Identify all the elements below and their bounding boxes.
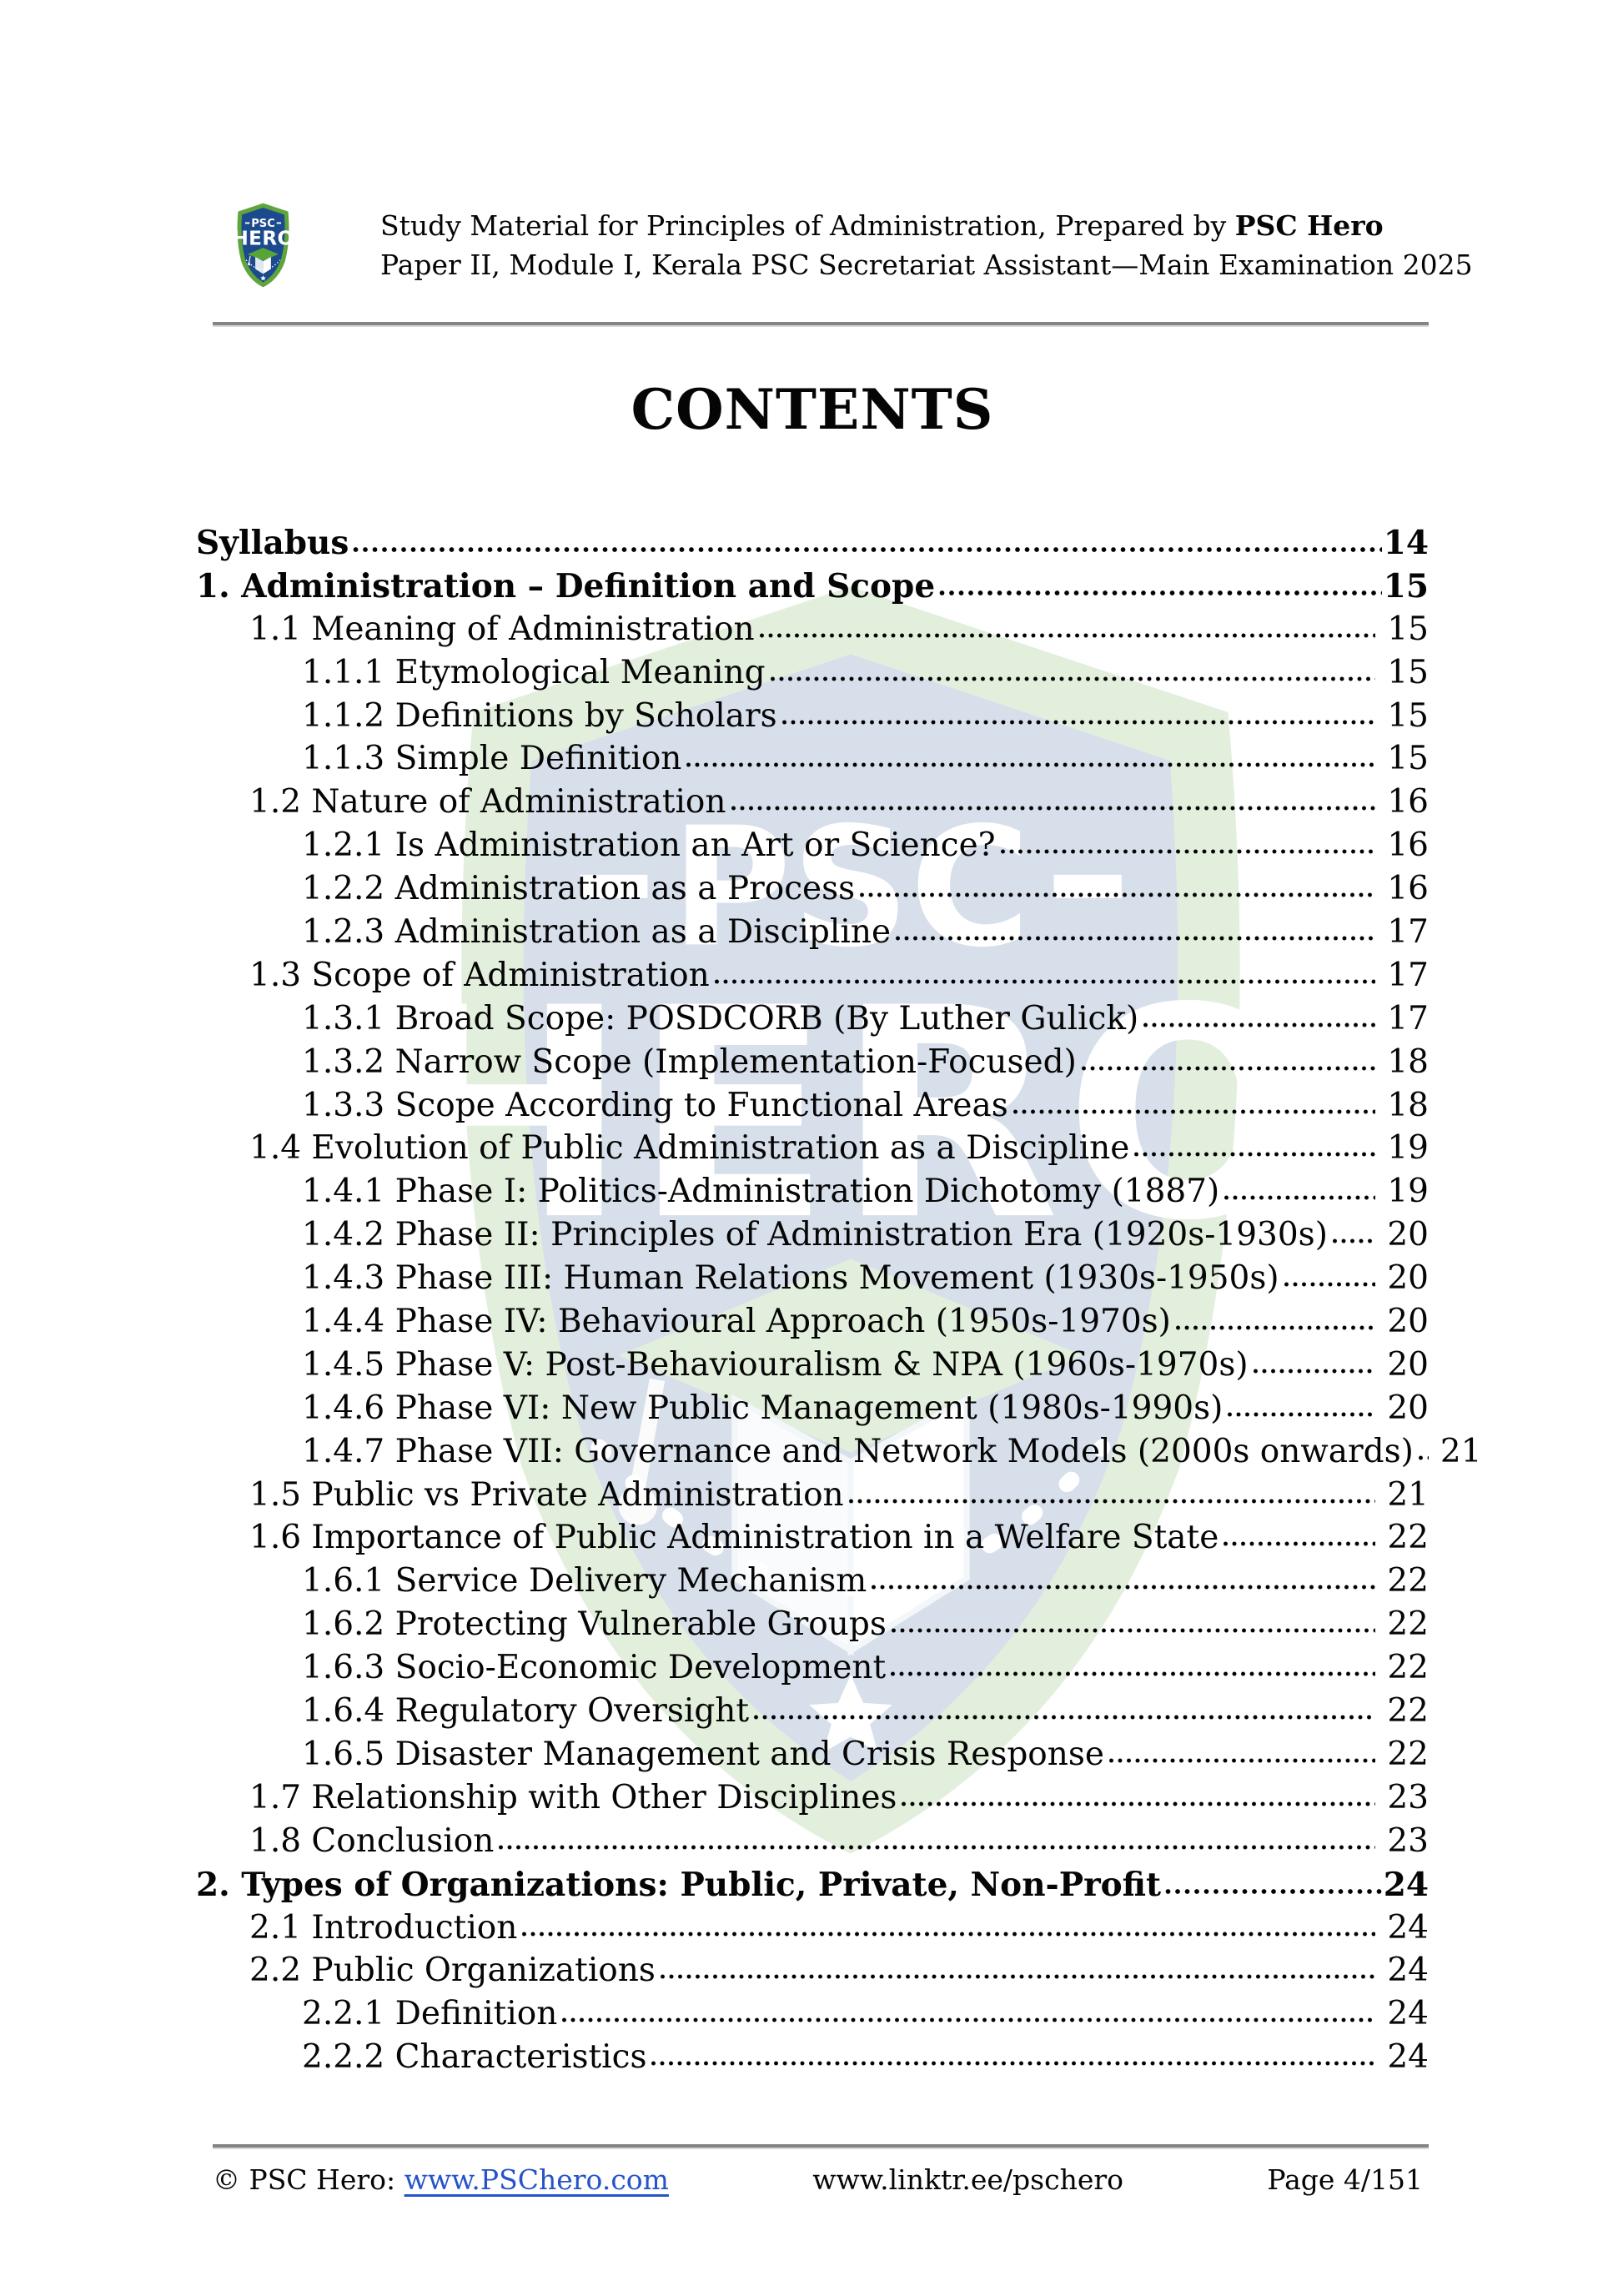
toc-entry-label: 2. Types of Organizations: Public, Private, Non-Profit — [196, 1865, 1161, 1904]
dot-leader — [894, 934, 1375, 942]
toc-entry-label: 1.2 Nature of Administration — [249, 783, 726, 821]
toc-entry-label: 1.4.3 Phase III: Human Relations Movement (1930s-1950s) — [302, 1259, 1279, 1298]
toc-entry-page: 20 — [1387, 1259, 1429, 1298]
toc-entry-label: 1.6.4 Regulatory Oversight — [302, 1692, 750, 1731]
dot-leader — [352, 545, 1381, 554]
toc-row — [196, 1822, 1429, 1866]
toc-entry-label: 1.2.3 Administration as a Discipline — [302, 913, 892, 952]
toc-entry-page: 19 — [1387, 1129, 1429, 1168]
dot-leader — [650, 2059, 1375, 2067]
toc-entry-label: 1.6.1 Service Delivery Mechanism — [302, 1562, 867, 1600]
toc-entry-page: 15 — [1387, 653, 1429, 691]
toc-entry-page: 22 — [1387, 1692, 1429, 1731]
dot-leader — [1012, 1108, 1376, 1116]
toc-entry-label: 1.6 Importance of Public Administration in a Welfare State — [249, 1519, 1219, 1557]
toc-entry-page: 19 — [1387, 1173, 1429, 1211]
toc-row — [196, 826, 1429, 870]
toc-entry-label: 1.1.1 Etymological Meaning — [302, 653, 766, 691]
toc-entry-page: 23 — [1387, 1778, 1429, 1816]
toc-row — [196, 1000, 1429, 1043]
toc-entry-label: 1.4.7 Phase VII: Governance and Network Models (2000s onwards) — [302, 1432, 1414, 1470]
toc-row — [196, 1909, 1429, 1952]
toc-row — [196, 1173, 1429, 1216]
toc-entry-label: 2.2 Public Organizations — [249, 1952, 656, 1990]
toc-entry-label: 1.2.2 Administration as a Process — [302, 870, 856, 908]
toc-entry-label: 1.1 Meaning of Administration — [249, 610, 755, 648]
header-line1-prefix: Study Material for Principles of Administration, Prepared by — [380, 209, 1235, 242]
toc-row — [196, 610, 1429, 654]
toc-entry-page: 16 — [1387, 826, 1429, 865]
toc-row — [196, 1087, 1429, 1130]
toc-entry-page: 24 — [1387, 1952, 1429, 1990]
toc-entry-page: 15 — [1387, 696, 1429, 735]
dot-leader — [659, 1972, 1375, 1981]
toc-row — [196, 1432, 1482, 1476]
header-brand-name: PSC Hero — [1234, 209, 1384, 242]
toc-row — [196, 567, 1429, 610]
toc-entry-label: 1.6.2 Protecting Vulnerable Groups — [302, 1605, 887, 1644]
toc-entry-page: 17 — [1387, 913, 1429, 952]
dot-leader — [938, 589, 1382, 597]
toc-row — [196, 870, 1429, 913]
toc-entry-label: 1.1.3 Simple Definition — [302, 740, 682, 778]
dot-leader — [752, 1713, 1375, 1721]
toc-row — [196, 957, 1429, 1000]
toc-row — [196, 2038, 1429, 2082]
header-line1 — [380, 206, 1473, 245]
toc-row — [196, 1389, 1429, 1433]
toc-row — [196, 654, 1429, 697]
toc-entry-label: 1.2.1 Is Administration an Art or Science? — [302, 826, 996, 865]
pschero-website-link[interactable]: www.PSChero.com — [404, 2163, 669, 2196]
footer — [213, 2163, 1423, 2196]
toc-row — [196, 1519, 1429, 1562]
toc-entry-label: 1.3 Scope of Administration — [249, 956, 710, 994]
toc-entry-label: 2.2.1 Definition — [302, 1995, 558, 2033]
toc-row — [196, 1043, 1429, 1087]
toc-entry-label: 1.4.6 Phase VI: New Public Management (1980s-1990s) — [302, 1389, 1224, 1427]
toc-row — [196, 1995, 1429, 2038]
toc-entry-page: 23 — [1387, 1821, 1429, 1860]
dot-leader — [730, 804, 1376, 812]
toc-entry-page: 22 — [1387, 1562, 1429, 1600]
dot-leader — [713, 977, 1376, 986]
toc-row — [196, 1259, 1429, 1303]
dot-leader — [1222, 1540, 1375, 1548]
toc-entry-page: 22 — [1387, 1649, 1429, 1687]
toc-row — [196, 913, 1429, 957]
toc-entry-page: 16 — [1387, 870, 1429, 908]
dot-leader — [847, 1497, 1376, 1505]
toc-row — [196, 1952, 1429, 1995]
toc-entry-page: 22 — [1387, 1519, 1429, 1557]
header-divider — [213, 322, 1429, 325]
footer-copyright — [213, 2163, 669, 2196]
toc-entry-page: 22 — [1387, 1605, 1429, 1644]
dot-leader — [1142, 1021, 1375, 1029]
toc-entry-label: 1.4 Evolution of Public Administration as a Discipline — [249, 1129, 1130, 1168]
dot-leader — [781, 718, 1376, 726]
toc-entry-label: 1.8 Conclusion — [249, 1821, 495, 1860]
dot-leader — [1226, 1410, 1375, 1419]
toc-row — [196, 1649, 1429, 1692]
dot-leader — [900, 1800, 1375, 1808]
toc-entry-label: 1.6.3 Socio-Economic Development — [302, 1649, 887, 1687]
dot-leader — [1223, 1193, 1375, 1202]
toc-entry-label: 1.5 Public vs Private Administration — [249, 1475, 844, 1514]
toc-row — [196, 783, 1429, 826]
toc-entry-page: 24 — [1387, 1908, 1429, 1947]
psc-hero-logo — [231, 202, 295, 289]
footer-copyright-prefix: © PSC Hero: — [213, 2163, 404, 2196]
toc-row — [196, 1605, 1429, 1649]
toc-row — [196, 1216, 1429, 1259]
toc-entry-page: 21 — [1440, 1432, 1482, 1470]
header-line2: Paper II, Module I, Kerala PSC Secretariat Assistant—Main Examination 2025 — [380, 249, 1473, 281]
toc-entry-page: 24 — [1383, 1865, 1429, 1904]
toc-entry-page: 18 — [1387, 1086, 1429, 1124]
toc-entry-page: 17 — [1387, 956, 1429, 994]
toc-row — [196, 1692, 1429, 1736]
dot-leader — [858, 891, 1375, 899]
dot-leader — [1252, 1367, 1376, 1375]
toc-entry-page: 24 — [1387, 1995, 1429, 2033]
toc-entry-page: 14 — [1383, 524, 1429, 562]
dot-leader — [870, 1583, 1375, 1591]
toc-entry-page: 15 — [1387, 610, 1429, 648]
toc-entry-page: 16 — [1387, 783, 1429, 821]
dot-leader — [889, 1670, 1375, 1678]
toc-row — [196, 1476, 1429, 1520]
toc-entry-page: 20 — [1387, 1216, 1429, 1254]
toc-entry-label: 1.4.2 Phase II: Principles of Administration Era (1920s-1930s) — [302, 1216, 1328, 1254]
toc-entry-label: 1.4.1 Phase I: Politics-Administration Dichotomy (1887) — [302, 1173, 1220, 1211]
footer-linktree: www.linktr.ee/pschero — [812, 2163, 1124, 2196]
toc-list — [196, 524, 1482, 2082]
toc-entry-page: 20 — [1387, 1389, 1429, 1427]
toc-entry-label: 1. Administration – Definition and Scope — [196, 566, 936, 605]
header-text — [380, 206, 1473, 284]
toc-entry-page: 22 — [1387, 1735, 1429, 1773]
toc-entry-page: 24 — [1387, 2038, 1429, 2077]
toc-row — [196, 524, 1429, 567]
dot-leader — [890, 1626, 1376, 1635]
dot-leader — [758, 631, 1376, 640]
dot-leader — [1174, 1324, 1375, 1332]
toc-row — [196, 1736, 1429, 1779]
toc-entry-label: 1.4.5 Phase V: Post-Behaviouralism & NPA (1960s-1970s) — [302, 1345, 1249, 1384]
toc-entry-page: 15 — [1387, 740, 1429, 778]
toc-entry-page: 20 — [1387, 1303, 1429, 1341]
toc-entry-label: 1.4.4 Phase IV: Behavioural Approach (1950s-1970s) — [302, 1303, 1171, 1341]
toc-entry-label: Syllabus — [196, 524, 349, 562]
dot-leader — [999, 847, 1376, 856]
toc-entry-page: 15 — [1383, 566, 1429, 605]
dot-leader — [497, 1843, 1375, 1851]
dot-leader — [1417, 1454, 1429, 1462]
toc-entry-page: 18 — [1387, 1042, 1429, 1081]
toc-entry-label: 1.3.2 Narrow Scope (Implementation-Focused) — [302, 1042, 1077, 1081]
toc-entry-page: 20 — [1387, 1345, 1429, 1384]
dot-leader — [685, 761, 1375, 769]
page-title: CONTENTS — [631, 377, 994, 442]
dot-leader — [1331, 1237, 1375, 1245]
dot-leader — [1283, 1280, 1376, 1289]
toc-row — [196, 1866, 1429, 1909]
toc-entry-page: 21 — [1387, 1475, 1429, 1514]
footer-page-number: Page 4/151 — [1267, 2163, 1423, 2196]
toc-row — [196, 1129, 1429, 1173]
toc-entry-page: 17 — [1387, 999, 1429, 1037]
toc-row — [196, 1346, 1429, 1389]
dot-leader — [1164, 1887, 1382, 1896]
toc-entry-label: 1.1.2 Definitions by Scholars — [302, 696, 777, 735]
dot-leader — [520, 1930, 1375, 1938]
toc-entry-label: 1.6.5 Disaster Management and Crisis Response — [302, 1735, 1104, 1773]
dot-leader — [1080, 1064, 1376, 1073]
toc-row — [196, 1562, 1429, 1605]
footer-divider — [213, 2144, 1429, 2148]
toc-entry-label: 1.3.3 Scope According to Functional Areas — [302, 1086, 1008, 1124]
toc-row — [196, 1303, 1429, 1346]
toc-entry-label: 2.1 Introduction — [249, 1908, 518, 1947]
toc-entry-label: 2.2.2 Characteristics — [302, 2038, 647, 2077]
toc-row — [196, 1779, 1429, 1822]
dot-leader — [769, 675, 1376, 683]
dot-leader — [560, 2016, 1375, 2024]
toc-row — [196, 697, 1429, 741]
dot-leader — [1108, 1756, 1375, 1765]
toc-entry-label: 1.3.1 Broad Scope: POSDCORB (By Luther Gulick) — [302, 999, 1139, 1037]
toc-row — [196, 740, 1429, 783]
toc-entry-label: 1.7 Relationship with Other Disciplines — [249, 1778, 897, 1816]
dot-leader — [1133, 1150, 1375, 1158]
